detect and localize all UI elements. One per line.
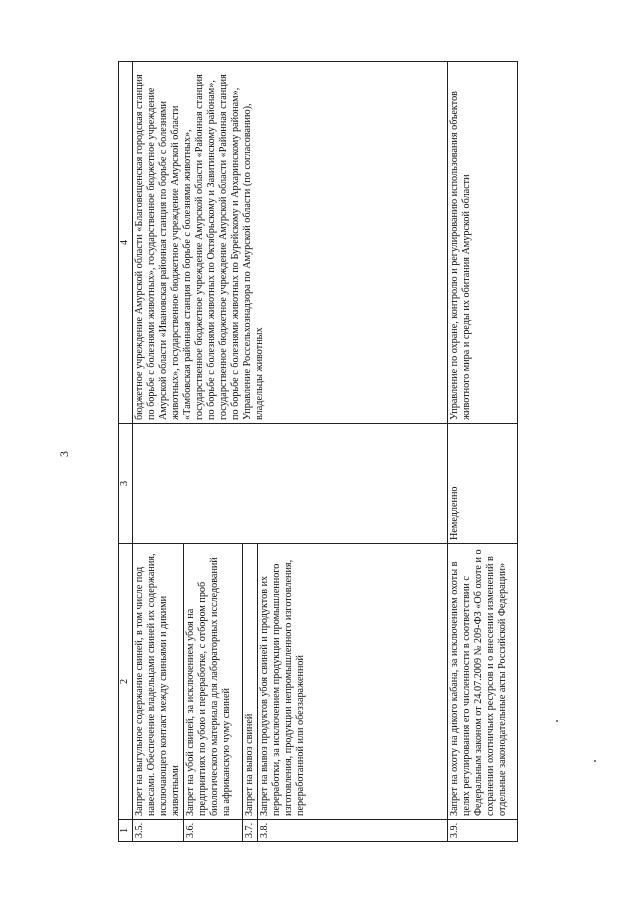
- row-term: Немедленно: [448, 424, 518, 544]
- measures-table: [118, 61, 518, 842]
- scan-artifact: [556, 720, 558, 722]
- row-number: 3.5.: [133, 820, 184, 842]
- table-row: [133, 62, 184, 842]
- row-measure: Запрет на охоту на дикого кабана, за исключением охоты в целях регулирования его численности в соответствии с Федеральным законом от 24.07.2009 № 209-ФЗ «Об охоте и о сохранении охотничьих ресурсов и о внесении изменений в отдельные законодательные акты Российской Федерации»: [448, 544, 518, 820]
- table-row: [448, 62, 518, 842]
- rotated-table: [118, 62, 508, 842]
- row-measure: Запрет на вывоз свиней: [243, 544, 258, 820]
- row-number: 3.7.: [243, 820, 258, 842]
- row-measure: Запрет на выгульное содержание свиней, в том числе под навесами. Обеспечение владельцами свиней их содержания, исключающего контакт между свиньями и дикими животными: [133, 544, 184, 820]
- header-col-3: 3: [119, 424, 133, 544]
- header-col-1: 1: [119, 820, 133, 842]
- row-term: [133, 424, 448, 544]
- document-table-container: [118, 62, 508, 842]
- header-col-2: 2: [119, 544, 133, 820]
- page-number: 3: [57, 451, 71, 457]
- scan-artifact: [594, 760, 596, 762]
- row-number: 3.6.: [184, 820, 243, 842]
- table-header-row: [119, 62, 133, 842]
- header-col-4: 4: [119, 62, 133, 424]
- row-responsible: бюджетное учреждение Амурской области «Благовещенская городская станция по борьбе с болезнями животных», государственное бюджетное учреждение Амурской области «Ивановская районная станция по борьбе с болезнями животных», государственное бюджетное учреждение Амурской области «Тамбовская районная станция по борьбе с болезнями животных», государственное бюджетное учреждение Амурской области «Районная станция по борьбе с болезнями животных по Октябрьскому и Завитинскому районам», государственное бюджетное учреждение Амурской области «Районная станция по борьбе с болезнями животных по Бурейскому и Архаринскому районам», Управление Россельхознадзора по Амурской области (по согласованию), владельцы животных: [133, 62, 448, 424]
- row-number: 3.9.: [448, 820, 518, 842]
- row-number: 3.8.: [258, 820, 448, 842]
- row-measure: Запрет на убой свиней, за исключением убоя на предприятиях по убою и переработке, с отбором проб биологического материала для лабораторных исследований на африканскую чуму свиней: [184, 544, 243, 820]
- row-measure: Запрет на вывоз продуктов убоя свиней и продуктов их переработки, за исключением продукции промышленного изготовления, продукции непромышленного изготовления, переработанной или обеззараженной: [258, 544, 448, 820]
- row-responsible: Управление по охране, контролю и регулированию использования объектов животного мира и среды их обитания Амурской области: [448, 62, 518, 424]
